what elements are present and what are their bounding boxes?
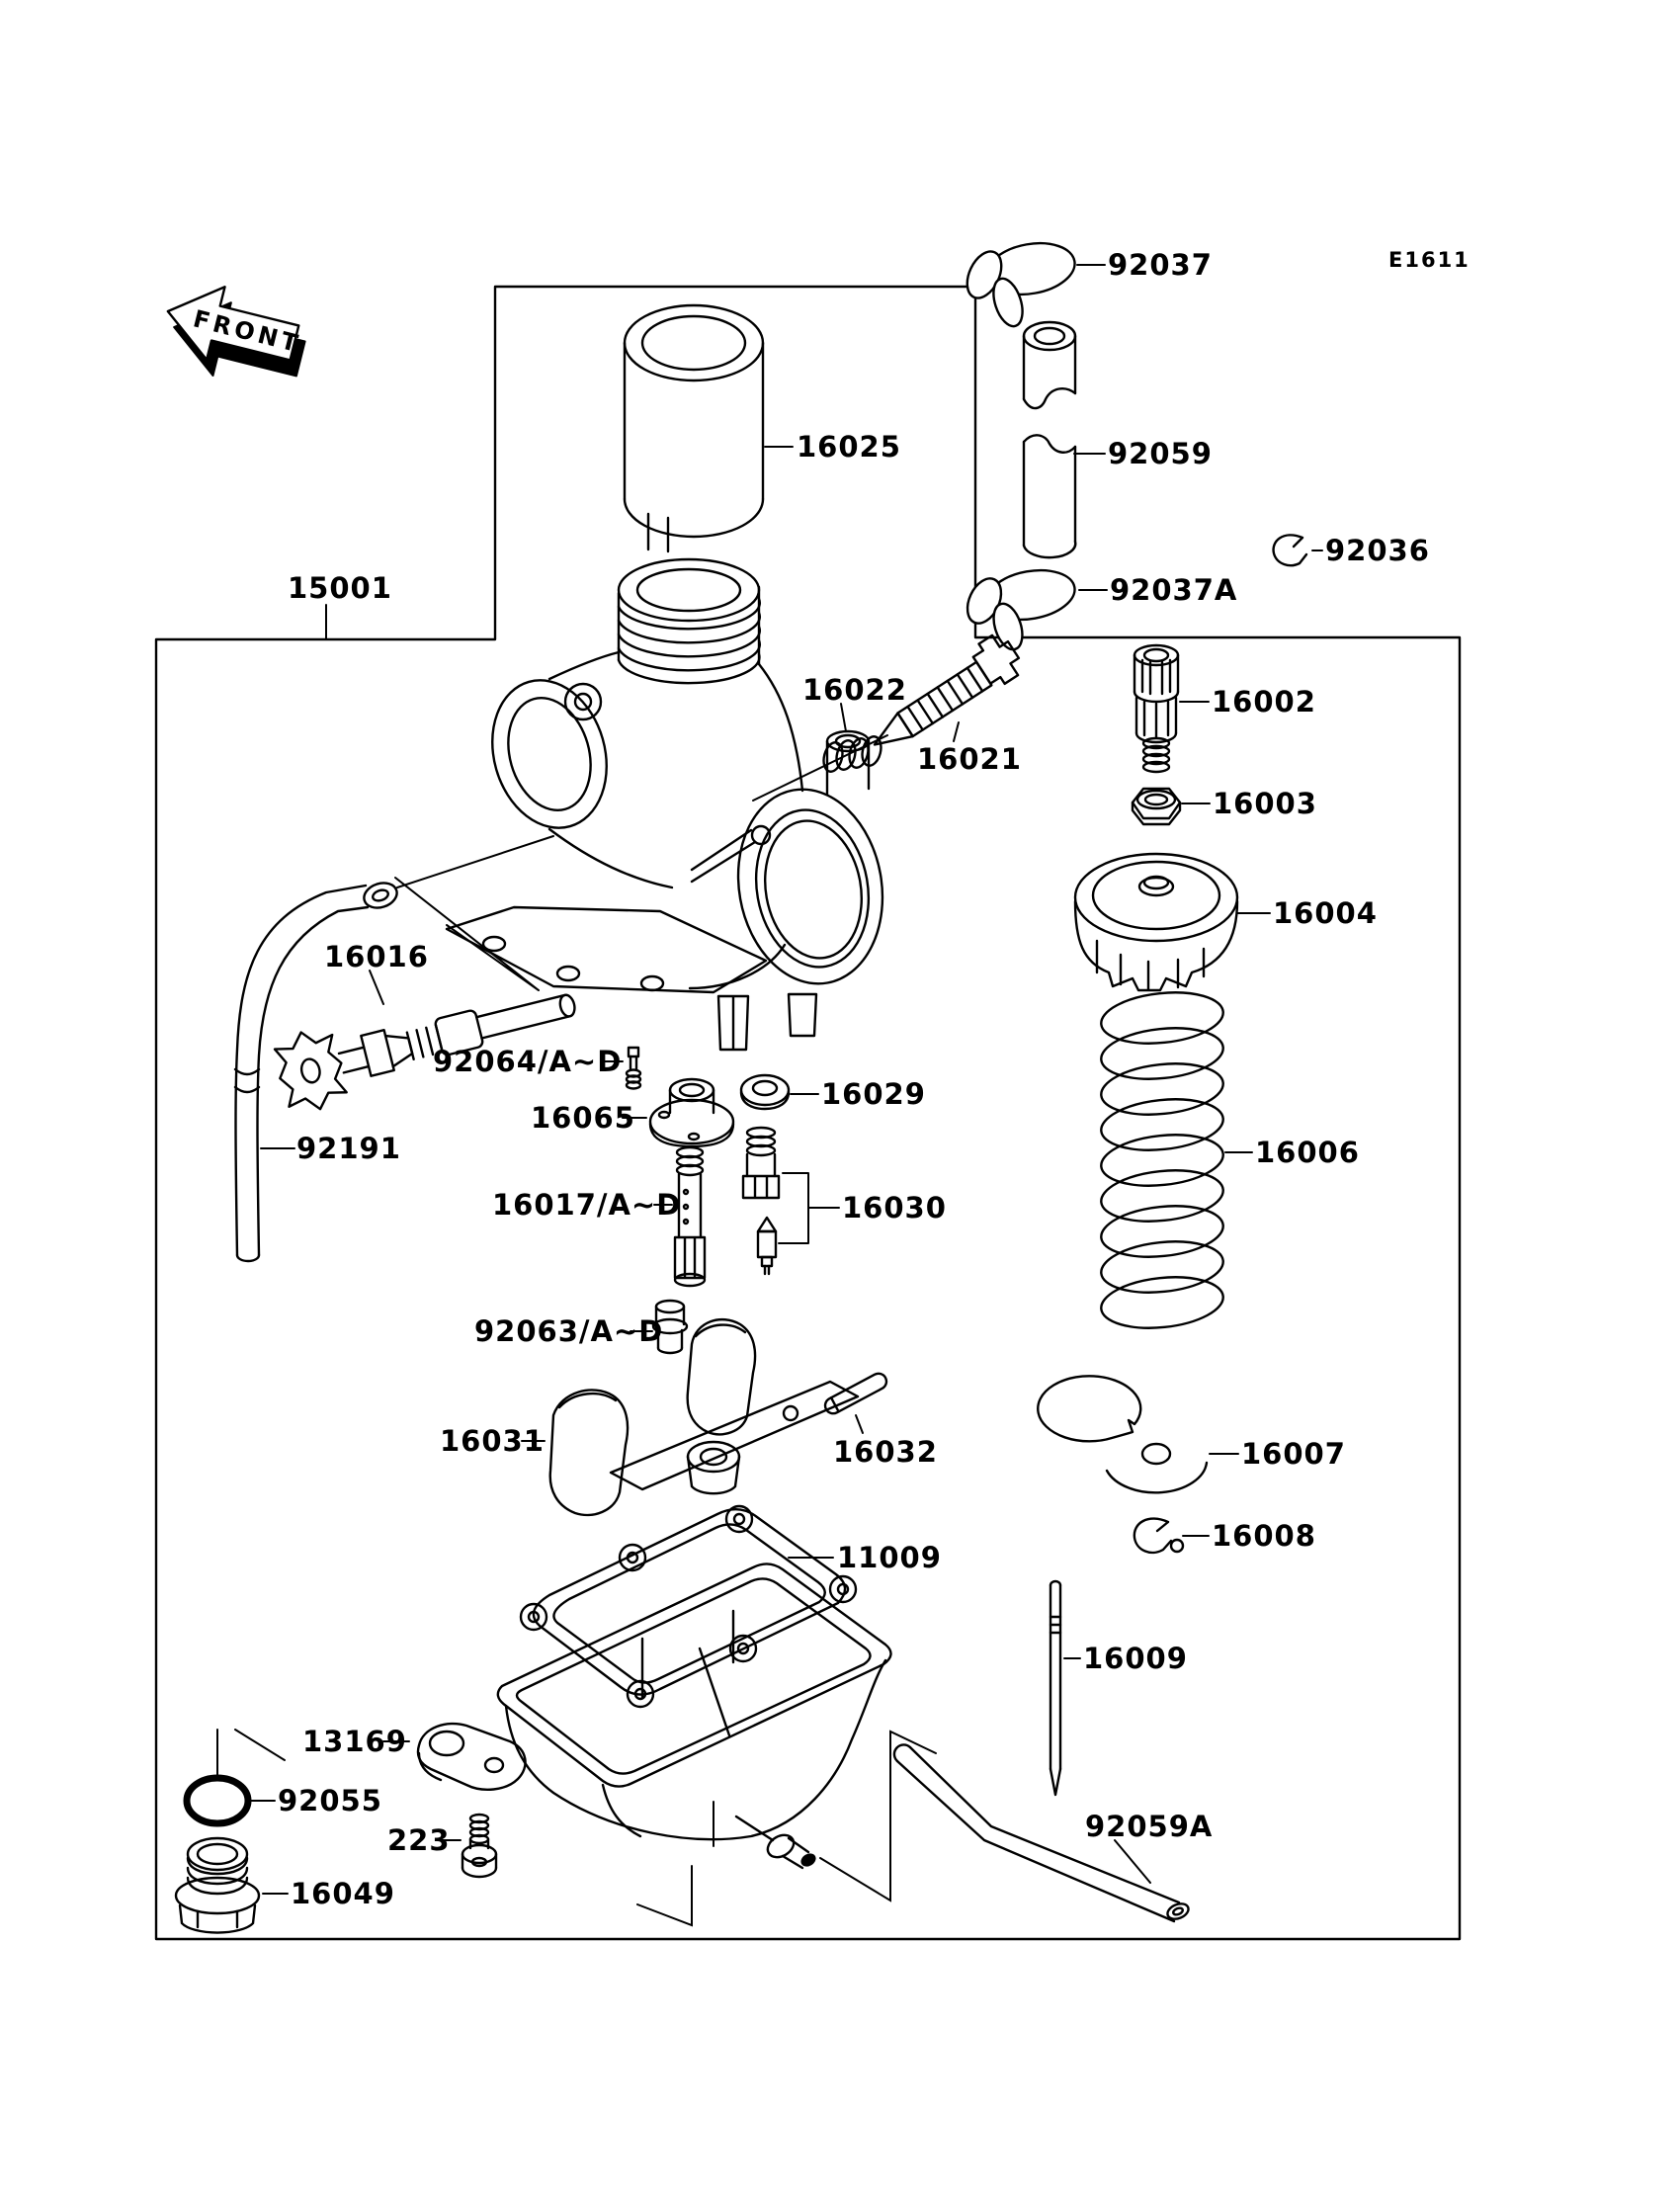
- part-16030-valve-set: [743, 1128, 779, 1274]
- part-16031-float: [550, 1319, 858, 1515]
- part-92055-o-ring: [187, 1778, 248, 1823]
- part-label-13169: 13169: [302, 1725, 407, 1758]
- part-label-223: 223: [387, 1823, 451, 1857]
- part-label-16008: 16008: [1212, 1519, 1316, 1553]
- part-label-15001: 15001: [288, 571, 392, 605]
- part-label-16030: 16030: [842, 1191, 947, 1225]
- part-label-92059: 92059: [1108, 437, 1213, 470]
- part-label-16009: 16009: [1083, 1642, 1188, 1675]
- part-label-16021: 16021: [917, 742, 1022, 776]
- part-92064-screw: [627, 1048, 640, 1089]
- carburetor-body: [447, 559, 897, 1050]
- part-label-16002: 16002: [1212, 685, 1316, 718]
- part-label-92063: 92063/A~D: [474, 1314, 664, 1348]
- part-92036-clip: [1274, 535, 1306, 565]
- part-label-16017: 16017/A~D: [492, 1188, 682, 1222]
- part-label-92036: 92036: [1325, 534, 1430, 567]
- part-92059-tube-upper: [1024, 322, 1075, 408]
- part-label-16022: 16022: [802, 673, 907, 707]
- part-label-16004: 16004: [1273, 896, 1378, 930]
- part-11009-gasket: [521, 1506, 856, 1707]
- part-label-16006: 16006: [1255, 1136, 1360, 1169]
- part-16065-plate: [650, 1079, 733, 1146]
- part-16022-spring: [821, 734, 884, 773]
- part-label-92037a: 92037A: [1110, 573, 1238, 607]
- part-16006-spring: [1099, 987, 1226, 1334]
- part-16032-float-pin: [822, 1371, 889, 1416]
- part-92037-clamp: [961, 237, 1079, 330]
- part-16008-e-clip: [1134, 1519, 1183, 1553]
- part-16029-washer: [741, 1075, 789, 1109]
- part-label-92191: 92191: [296, 1132, 401, 1165]
- part-label-16003: 16003: [1213, 787, 1317, 820]
- part-label-92064: 92064/A~D: [433, 1045, 623, 1078]
- part-92059-tube: [1024, 435, 1075, 557]
- part-label-16032: 16032: [833, 1435, 938, 1469]
- part-16007-seat-plate: [1038, 1376, 1207, 1492]
- part-16009-jet-needle: [1050, 1581, 1060, 1795]
- part-16025-throttle-slide: [625, 305, 763, 551]
- part-16049-drain-plug: [176, 1838, 259, 1933]
- part-16002-adjuster: [1134, 645, 1178, 772]
- part-label-16029: 16029: [821, 1077, 926, 1111]
- part-label-16025: 16025: [797, 430, 901, 464]
- front-marker-text: FRONT: [190, 304, 304, 359]
- part-label-11009: 11009: [837, 1541, 942, 1574]
- part-13169-plate: [418, 1724, 526, 1790]
- part-223-screw: [462, 1815, 496, 1877]
- part-label-16031: 16031: [440, 1424, 545, 1458]
- part-label-16007: 16007: [1241, 1437, 1346, 1471]
- part-label-92055: 92055: [278, 1784, 382, 1817]
- part-16003-nut: [1133, 789, 1180, 824]
- part-label-92037: 92037: [1108, 248, 1213, 282]
- drawing-code: E1611: [1388, 248, 1470, 272]
- part-label-16065: 16065: [531, 1101, 635, 1135]
- part-label-92059a: 92059A: [1085, 1810, 1214, 1843]
- part-92037a-clamp: [961, 564, 1078, 653]
- part-label-16016: 16016: [324, 940, 429, 973]
- part-16004-cap: [1075, 854, 1237, 990]
- part-label-16049: 16049: [291, 1877, 395, 1910]
